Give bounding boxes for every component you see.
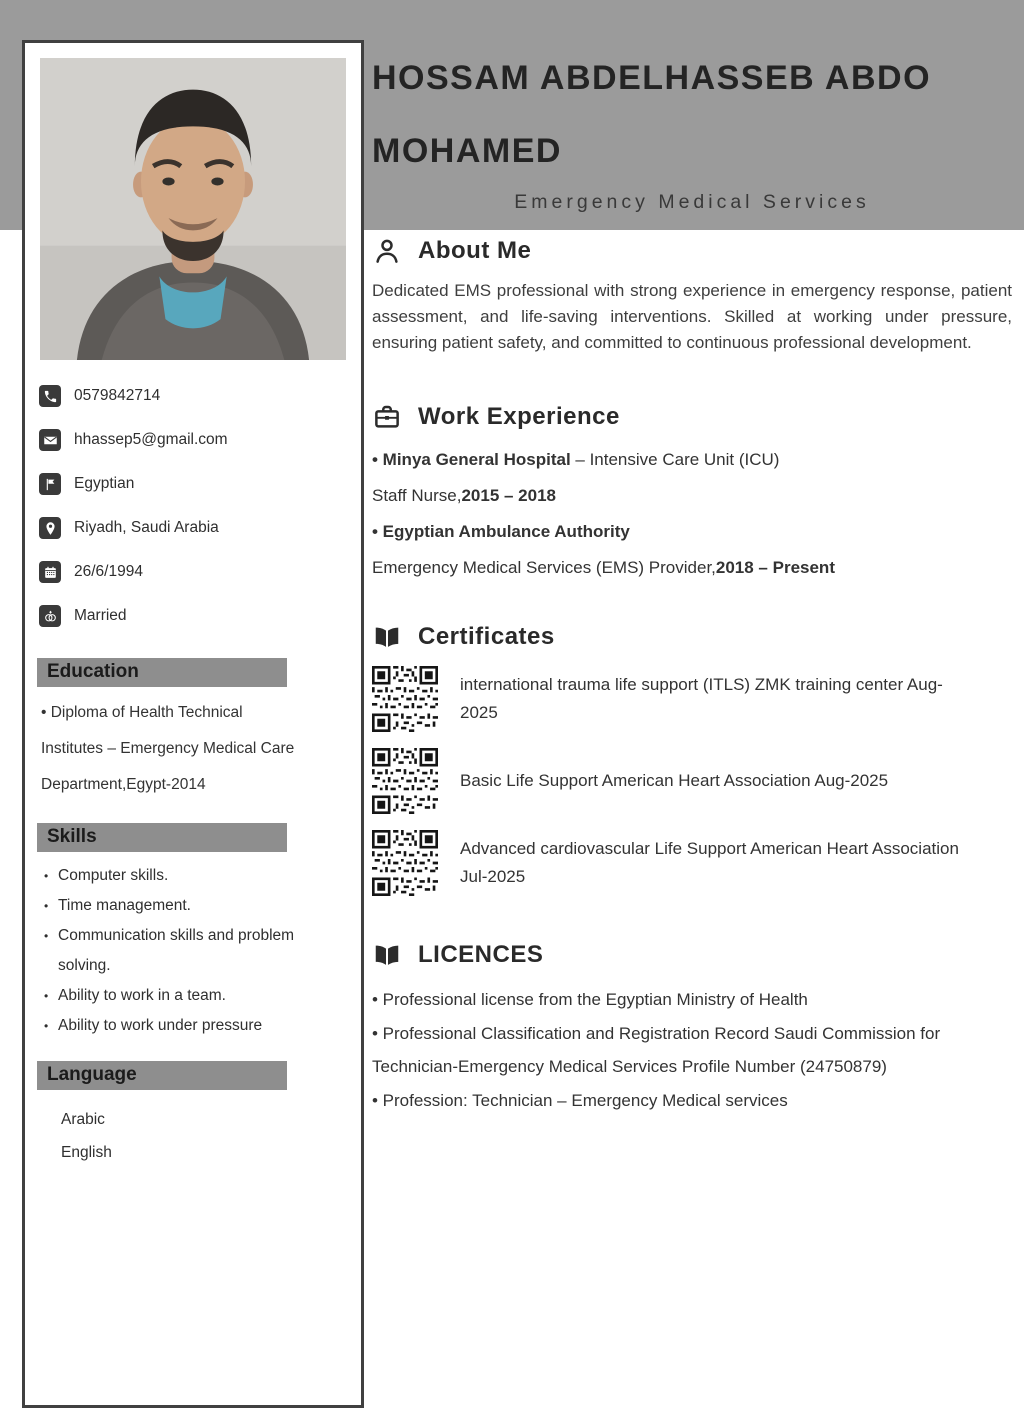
certificates-section-header	[372, 622, 1012, 652]
work-entries	[372, 442, 1012, 586]
contact-row-nationality	[39, 462, 353, 506]
work-title: Work Experience	[418, 403, 620, 430]
work-entry-title: • Egyptian Ambulance Authority	[372, 522, 630, 541]
skill-item: • Communication skills and problem solving.	[43, 921, 311, 981]
work-section-header	[372, 402, 1012, 432]
candidate-role: Emergency Medical Services	[514, 191, 870, 213]
rings-icon	[39, 605, 61, 627]
nationality-value: Egyptian	[74, 475, 135, 492]
certificate-row	[372, 748, 1012, 814]
qr-code-icon	[372, 748, 438, 814]
qr-code-icon	[372, 830, 438, 896]
work-entry-title: • Minya General Hospital – Intensive Care Unit (ICU)	[372, 450, 780, 469]
location-icon	[39, 517, 61, 539]
skill-item: • Ability to work under pressure	[43, 1011, 311, 1041]
main-header	[372, 42, 1012, 214]
skill-item: • Ability to work in a team.	[43, 981, 311, 1011]
marital-status-value: Married	[74, 607, 127, 624]
open-book-icon	[372, 940, 402, 970]
education-item: • Diploma of Health Technical Institutes – Emergency Medical Care Department,Egypt-2014	[41, 704, 295, 793]
location-value: Riyadh, Saudi Arabia	[74, 519, 219, 536]
education-header: Education	[37, 658, 287, 687]
person-icon	[372, 236, 402, 266]
contact-row-birthdate	[39, 550, 353, 594]
work-entry-dates: Staff Nurse,2015 – 2018	[372, 486, 556, 505]
licence-list	[372, 983, 1012, 1117]
certificate-list	[372, 666, 1012, 896]
licence-item: • Profession: Technician – Emergency Medical services	[372, 1090, 788, 1110]
contact-list	[39, 374, 353, 638]
certificate-text: international trauma life support (ITLS) ZMK training center Aug-2025	[460, 675, 943, 722]
licence-item: • Professional Classification and Registration Record Saudi Commission for Technician-Emergency Medical Services Profile Number (24750879)	[372, 1023, 941, 1076]
briefcase-icon	[372, 402, 402, 432]
contact-row-phone	[39, 374, 353, 418]
candidate-name: HOSSAM ABDELHASSEB ABDO MOHAMED	[372, 59, 932, 170]
licences-title: LICENCES	[418, 941, 544, 968]
open-book-icon	[372, 622, 402, 652]
certificate-text: Advanced cardiovascular Life Support American Heart Association Jul-2025	[460, 839, 959, 886]
language-list	[61, 1103, 361, 1169]
profile-photo	[40, 58, 346, 360]
skill-item: • Time management.	[43, 891, 311, 921]
sidebar	[22, 40, 364, 1408]
language-item: Arabic	[61, 1111, 105, 1128]
certificate-row	[372, 830, 1012, 896]
licence-item: • Professional license from the Egyptian Ministry of Health	[372, 990, 808, 1009]
contact-row-email	[39, 418, 353, 462]
phone-value: 0579842714	[74, 387, 161, 404]
skill-item: • Computer skills.	[43, 861, 311, 891]
skills-list	[43, 861, 311, 1041]
work-section	[372, 402, 1012, 586]
birthdate-value: 26/6/1994	[74, 563, 143, 580]
email-value: hhassep5@gmail.com	[74, 431, 228, 448]
contact-row-marital-status	[39, 594, 353, 638]
qr-code-icon	[372, 666, 438, 732]
work-entry-dates: Emergency Medical Services (EMS) Provider,2018 – Present	[372, 558, 835, 577]
language-item: English	[61, 1144, 112, 1161]
certificates-title: Certificates	[418, 623, 555, 650]
email-icon	[39, 429, 61, 451]
skills-header: Skills	[37, 823, 287, 852]
flag-icon	[39, 473, 61, 495]
about-title: About Me	[418, 237, 532, 264]
about-section	[372, 236, 1012, 373]
licences-section-header	[372, 940, 1012, 970]
about-section-header	[372, 236, 1012, 266]
licences-section	[372, 940, 1012, 1117]
certificates-section	[372, 622, 1012, 912]
phone-icon	[39, 385, 61, 407]
certificate-row	[372, 666, 1012, 732]
contact-row-location	[39, 506, 353, 550]
certificate-text: Basic Life Support American Heart Association Aug-2025	[460, 771, 889, 790]
calendar-icon	[39, 561, 61, 583]
language-header: Language	[37, 1061, 287, 1090]
about-text: Dedicated EMS professional with strong experience in emergency response, patient assessment, and life-saving interventions. Skilled at working under pressure, ensuring patient safety, and committed to continuous professional development.	[372, 281, 1012, 352]
